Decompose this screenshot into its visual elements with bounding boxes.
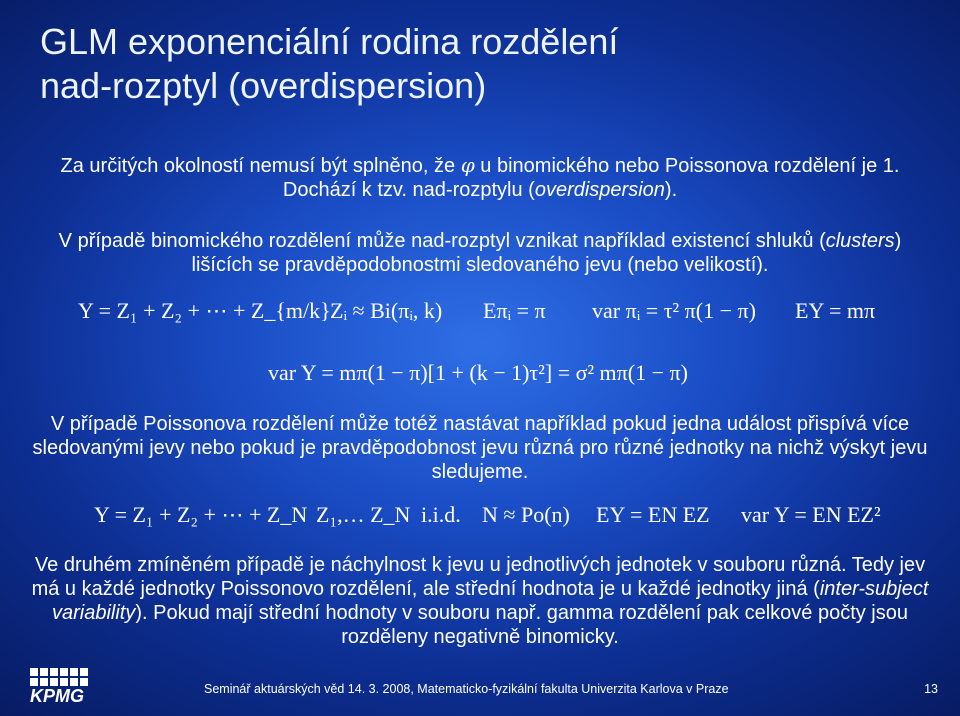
paragraph-overdispersion-intro bbox=[30, 153, 930, 202]
p1-text-c: overdispersion bbox=[534, 179, 665, 201]
p1-text-b: u binomického nebo Poissonova rozdělení je 1. Dochází k tzv. nad-rozptylu ( bbox=[282, 155, 900, 201]
p2-text-b: clusters bbox=[825, 230, 895, 252]
paragraph-inter-subject bbox=[30, 553, 930, 649]
slide-title bbox=[40, 20, 920, 108]
slide-title-line2: nad-rozptyl (overdispersion) bbox=[40, 65, 487, 106]
p3-text: V případě Poissonova rozdělení může totéž nastávat například pokud jedna událost přispívá více sledovanými jevy nebo pokud je pravděpodobnost jevu různá pro různé jednotky na nichž výskyt jevu sledujeme. bbox=[32, 413, 928, 483]
page-number: 13 bbox=[924, 682, 938, 696]
p4-text-c: ). Pokud mají střední hodnoty v souboru např. gamma rozdělení pak celkové počty jsou rozděleny negativně binomicky. bbox=[135, 602, 908, 648]
p4-text-a: Ve druhém zmíněném případě je náchylnost k jevu u jednotlivých jednotek v souboru různá. Tedy jev má u každé jednotky Poissonovo rozdělení, ale střední hodnota je u každé jednotky jiná ( bbox=[31, 554, 926, 600]
formula-expectation-compound: EY = EN EZ bbox=[596, 502, 710, 527]
formula-variance-y-binomial: var Y = mπ(1 − π)[1 + (k − 1)τ²] = σ² mπ(1 − π) bbox=[268, 360, 688, 385]
p4-text-b: inter-subject variability bbox=[52, 578, 929, 624]
formula-variance-pi: var πᵢ = τ² π(1 − π) bbox=[592, 298, 756, 323]
paragraph-binomial-clusters bbox=[30, 229, 930, 277]
phi-symbol: φ bbox=[460, 153, 475, 177]
formula-expectation-y: EY = mπ bbox=[795, 298, 876, 323]
formula-n-poisson: N ≈ Po(n) bbox=[482, 502, 570, 527]
formula-z-sequence: Z₁,… Z_N bbox=[316, 502, 411, 527]
kpmg-logo-grid-icon bbox=[30, 668, 92, 688]
p2-text-a: V případě binomického rozdělení může nad-rozptyl vznikat například existencí shluků ( bbox=[58, 230, 826, 252]
p1-text-d: ). bbox=[664, 179, 678, 201]
formula-cluster-distribution: Zᵢ ≈ Bi(πᵢ, k) bbox=[330, 298, 443, 323]
formula-sum-poisson: Y = Z₁ + Z₂ + ⋯ + Z_N bbox=[94, 502, 308, 527]
formula-iid: i.i.d. bbox=[421, 502, 461, 527]
kpmg-logo-text: KPMG bbox=[30, 686, 84, 706]
formula-sum-clusters: Y = Z₁ + Z₂ + ⋯ + Z_{m/k} bbox=[78, 298, 331, 323]
slide-footer bbox=[0, 668, 960, 716]
formula-expectation-pi: Eπᵢ = π bbox=[483, 298, 546, 323]
footer-citation: Seminář aktuárských věd 14. 3. 2008, Matematicko-fyzikální fakulta Univerzita Karlova v Praze bbox=[204, 682, 729, 696]
paragraph-poisson bbox=[30, 412, 930, 484]
slide-title-line1: GLM exponenciální rodina rozdělení bbox=[40, 21, 619, 62]
p1-text-a: Za určitých okolností nemusí být splněno, že bbox=[60, 155, 456, 177]
p2-text-c: ) lišících se pravděpodobnostmi sledovaného jevu (nebo velikostí). bbox=[191, 230, 902, 276]
kpmg-logo bbox=[30, 668, 100, 704]
formula-variance-compound: var Y = EN EZ² bbox=[741, 502, 881, 527]
